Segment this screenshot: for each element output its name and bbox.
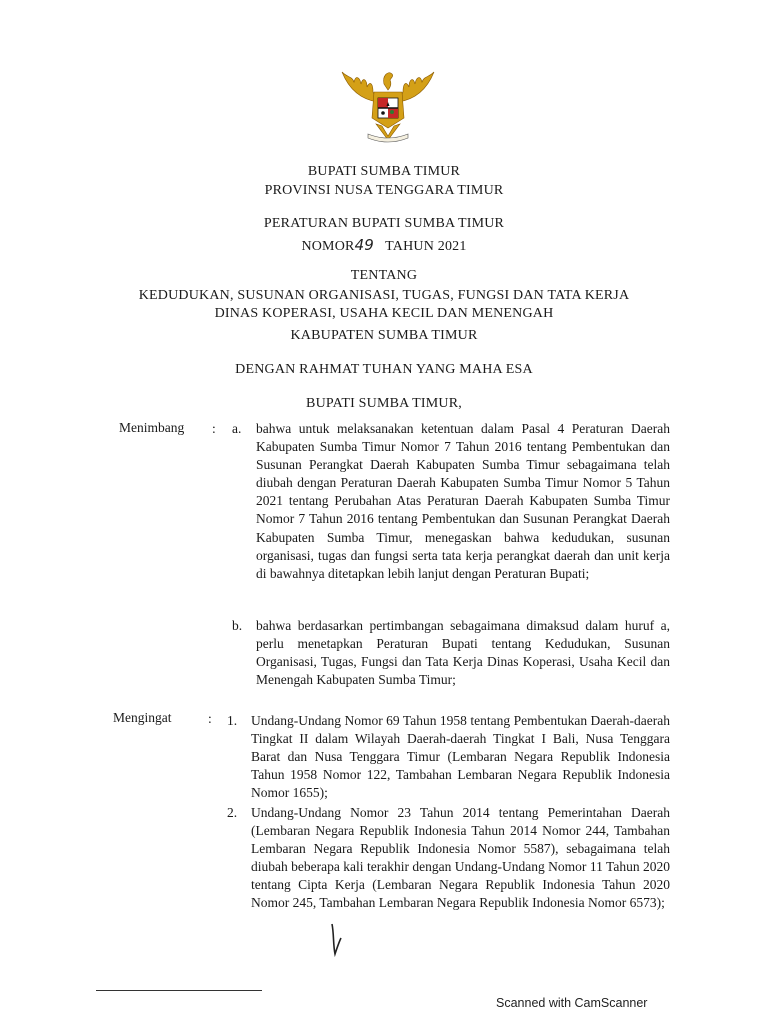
item-text: Undang-Undang Nomor 23 Tahun 2014 tentang Pemerintahan Daerah (Lembaran Negara Republik Indonesia Tahun 2014 Nomor 244, Tambahan Lembaran Negara Republik Indonesia Nomor 5587), sebagaimana telah diubah beberapa kali terakhir dengan Undang-Undang Nomor 11 Tahun 2020 tentang Cipta Kerja (Lembaran Negara Republik Indonesia Tahun 2020 Nomor 245, Tambahan Lembaran Negara Republik Indonesia Nomor 6573); — [251, 805, 670, 911]
paraf-mark — [326, 920, 346, 960]
menimbang-label: Menimbang — [119, 420, 185, 435]
subject-line-1: KEDUDUKAN, SUSUNAN ORGANISASI, TUGAS, FUNGSI DAN TATA KERJA — [138, 288, 630, 303]
header-line-provinsi: PROVINSI NUSA TENGGARA TIMUR — [264, 183, 504, 198]
nomor-label: NOMOR — [301, 239, 355, 254]
footnote-rule — [96, 990, 262, 991]
item-text: Undang-Undang Nomor 69 Tahun 1958 tentang Pembentukan Daerah-daerah Tingkat II dalam Wilayah Daerah-daerah Tingkat I Bali, Nusa Tenggara Barat dan Nusa Tenggara Timur (Lembaran Negara Republik Indonesia Tahun 1958 Nomor 122, Tambahan Lembaran Negara Republik Indonesia Nomor 1655); — [251, 713, 670, 801]
item-marker: 2. — [227, 805, 238, 820]
mengingat-colon: : — [208, 711, 212, 726]
scanner-watermark: Scanned with CamScanner — [496, 996, 648, 1010]
mengingat-label: Mengingat — [113, 710, 172, 725]
item-text: bahwa untuk melaksanakan ketentuan dalam Pasal 4 Peraturan Daerah Kabupaten Sumba Timur Nomor 7 Tahun 2016 tentang Pembentukan dan Susunan Perangkat Daerah Kabupaten Sumba Timur sebagaimana telah diubah dengan Peraturan Daerah Kabupaten Sumba Timur Nomor 5 Tahun 2021 tentang Perubahan Atas Peraturan Daerah Kabupaten Sumba Timur Nomor 7 Tahun 2016 tentang Pembentukan dan Susunan Perangkat Daerah Kabupaten Sumba Timur, menegaskan bahwa kedudukan, susunan organisasi, tugas dan fungsi serta tata kerja perangkat daerah dan unit kerja di bawahnya ditetapkan lebih lanjut dengan Peraturan Bupati; — [256, 421, 670, 581]
item-marker: a. — [232, 421, 242, 436]
menimbang-colon: : — [212, 421, 216, 436]
header-line-bupati: BUPATI SUMBA TIMUR — [307, 164, 461, 179]
subject-line-3: KABUPATEN SUMBA TIMUR — [290, 328, 478, 343]
tentang-heading: TENTANG — [350, 268, 418, 283]
regulation-title: PERATURAN BUPATI SUMBA TIMUR — [263, 216, 505, 231]
item-marker: 1. — [227, 713, 238, 728]
rahmat-line: DENGAN RAHMAT TUHAN YANG MAHA ESA — [235, 362, 533, 377]
nomor-handwritten: 49 — [354, 236, 375, 254]
subject-line-2: DINAS KOPERASI, USAHA KECIL DAN MENENGAH — [214, 306, 554, 321]
regulation-number — [0, 236, 768, 255]
item-text: bahwa berdasarkan pertimbangan sebagaimana dimaksud dalam huruf a, perlu menetapkan Peraturan Bupati tentang Kedudukan, Susunan Organisasi, Tugas, Fungsi dan Tata Kerja Dinas Koperasi, Usaha Kecil dan Menengah Kabupaten Sumba Timur; — [256, 618, 670, 688]
tahun-label: TAHUN 2021 — [385, 239, 467, 254]
garuda-emblem — [334, 62, 442, 146]
bupati-line: BUPATI SUMBA TIMUR, — [306, 396, 462, 411]
item-marker: b. — [232, 618, 243, 633]
